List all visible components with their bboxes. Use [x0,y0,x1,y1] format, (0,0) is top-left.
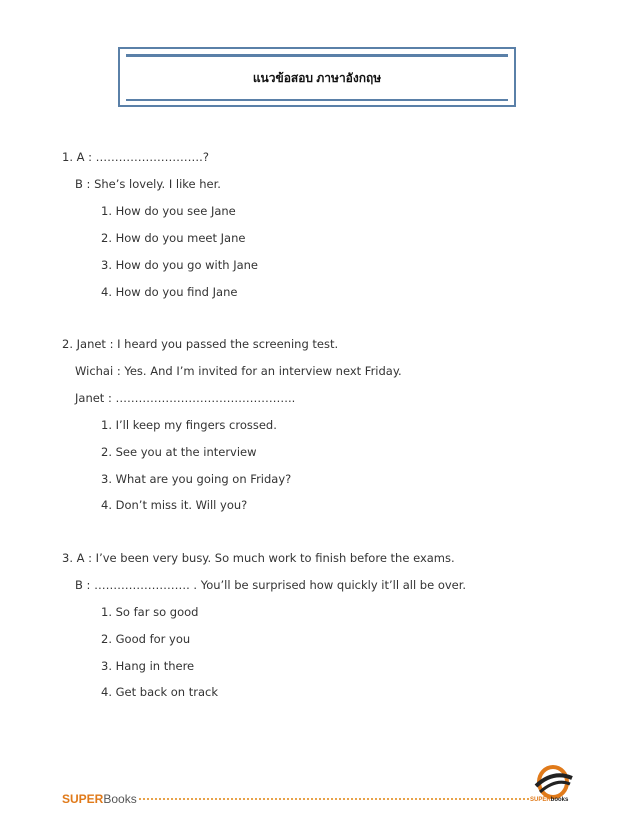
q3-option[interactable]: 1. So far so good [101,605,199,619]
page-title: แนวข้อสอบ ภาษาอังกฤษ [252,71,382,85]
footer-logo-text [530,797,568,803]
q1-option[interactable]: 2. How do you meet Jane [101,231,246,245]
q1-option[interactable]: 4. How do you find Jane [101,285,238,299]
footer-logo-books: books [550,797,569,803]
q2-prompt-c: Janet : ……………………………………….. [75,391,296,405]
q1-option[interactable]: 1. How do you see Jane [101,204,236,218]
q3-prompt-b: B : ……………………. . You’ll be surprised how quickly it’ll all be over. [75,578,467,592]
q2-option[interactable]: 1. I’ll keep my fingers crossed. [101,418,277,432]
q3-prompt-a: 3. A : I’ve been very busy. So much work to finish before the exams. [62,551,455,565]
q2-prompt-b: Wichai : Yes. And I’m invited for an interview next Friday. [75,364,402,378]
title-top-rule [126,54,508,57]
footer-brand-books: Books [103,792,137,806]
q2-option[interactable]: 4. Don’t miss it. Will you? [101,498,248,512]
q3-option[interactable]: 4. Get back on track [101,685,219,699]
q1-prompt-a: 1. A : ……………………….? [62,150,209,164]
footer-brand [62,792,137,806]
footer-divider [139,798,529,800]
footer-brand-super: SUPER [62,792,104,806]
q2-prompt-a: 2. Janet : I heard you passed the screening test. [62,337,339,351]
q2-option[interactable]: 3. What are you going on Friday? [101,472,292,486]
q1-prompt-b: B : She’s lovely. I like her. [75,177,221,191]
q2-option[interactable]: 2. See you at the interview [101,445,257,459]
title-bottom-rule [126,99,508,101]
q3-option[interactable]: 2. Good for you [101,632,191,646]
title-box [118,47,516,107]
footer-logo-super: SUPER [530,797,551,803]
q3-option[interactable]: 3. Hang in there [101,659,195,673]
q1-option[interactable]: 3. How do you go with Jane [101,258,258,272]
